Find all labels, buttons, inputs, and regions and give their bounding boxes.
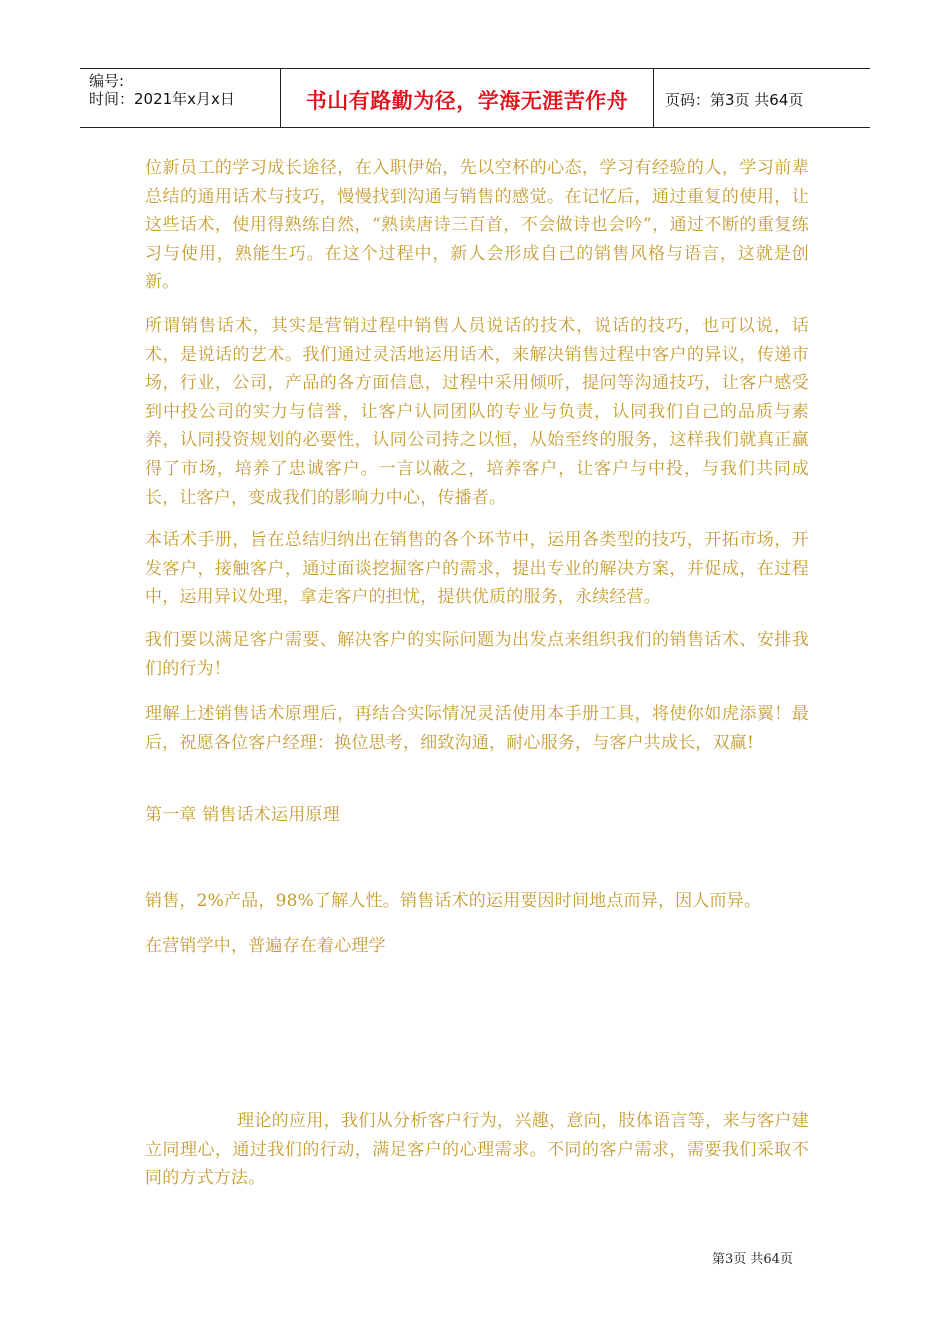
- document-id-label: 编号:: [89, 72, 125, 90]
- header-page-number: 页码：第3页 共64页: [665, 91, 804, 109]
- header-motto-cell: [281, 69, 654, 127]
- paragraph-manual-purpose: 本话术手册，旨在总结归纳出在销售的各个环节中，运用各类型的技巧，开拓市场，开发客户，接触客户，通过面谈挖掘客户的需求，提出专业的解决方案，并促成，在过程中，运用异议处理，拿走客户的担忧，提供优质的服务，永续经营。: [145, 530, 809, 608]
- header-motto: 书山有路勤为径，学海无涯苦作舟: [305, 88, 629, 113]
- paragraph-psychology: 在营销学中，普遍存在着心理学: [145, 936, 386, 956]
- paragraph-customer-needs: 我们要以满足客户需要、解决客户的实际问题为出发点来组织我们的销售话术、安排我们的行为！: [145, 630, 809, 679]
- paragraph-theory-application: 理论的应用，我们从分析客户行为，兴趣，意向，肢体语言等，来与客户建立同理心，通过我们的行动，满足客户的心理需求。不同的客户需求，需要我们采取不同的方式方法。: [145, 1111, 809, 1189]
- page-footer: 第3页 共64页: [712, 1252, 793, 1267]
- chapter-heading: 第一章 销售话术运用原理: [145, 805, 340, 825]
- page-header: [80, 68, 870, 128]
- document-date: 时间：2021年x月x日: [89, 90, 235, 108]
- paragraph-human-nature: 销售，2%产品，98%了解人性。销售话术的运用要因时间地点而异，因人而异。: [145, 891, 762, 911]
- paragraph-closing-wishes: 理解上述销售话术原理后，再结合实际情况灵活使用本手册工具，将使你如虎添翼！最后，祝愿各位客户经理：换位思考，细致沟通，耐心服务，与客户共成长，双赢!: [145, 704, 809, 753]
- paragraph-sales-script-definition: 所谓销售话术，其实是营销过程中销售人员说话的技术，说话的技巧，也可以说，话术，是说话的艺术。我们通过灵活地运用话术，来解决销售过程中客户的异议，传递市场，行业，公司，产品的各方面信息，过程中采用倾听，提问等沟通技巧，让客户感受到中投公司的实力与信誉，让客户认同团队的专业与负责，认同我们自己的品质与素养，认同投资规划的必要性，认同公司持之以恒，从始至终的服务，这样我们就真正赢得了市场，培养了忠诚客户。一言以蔽之，培养客户，让客户与中投，与我们共同成长，让客户，变成我们的影响力中心，传播者。: [145, 316, 809, 508]
- paragraph-learning-path: 位新员工的学习成长途径，在入职伊始，先以空杯的心态，学习有经验的人，学习前辈总结的通用话术与技巧，慢慢找到沟通与销售的感觉。在记忆后，通过重复的使用，让这些话术，使用得熟练自然，“熟读唐诗三百首，不会做诗也会吟”，通过不断的重复练习与使用，熟能生巧。在这个过程中，新人会形成自己的销售风格与语言，这就是创新。: [145, 158, 809, 293]
- header-page-cell: [654, 69, 870, 127]
- header-meta-cell: [80, 69, 281, 127]
